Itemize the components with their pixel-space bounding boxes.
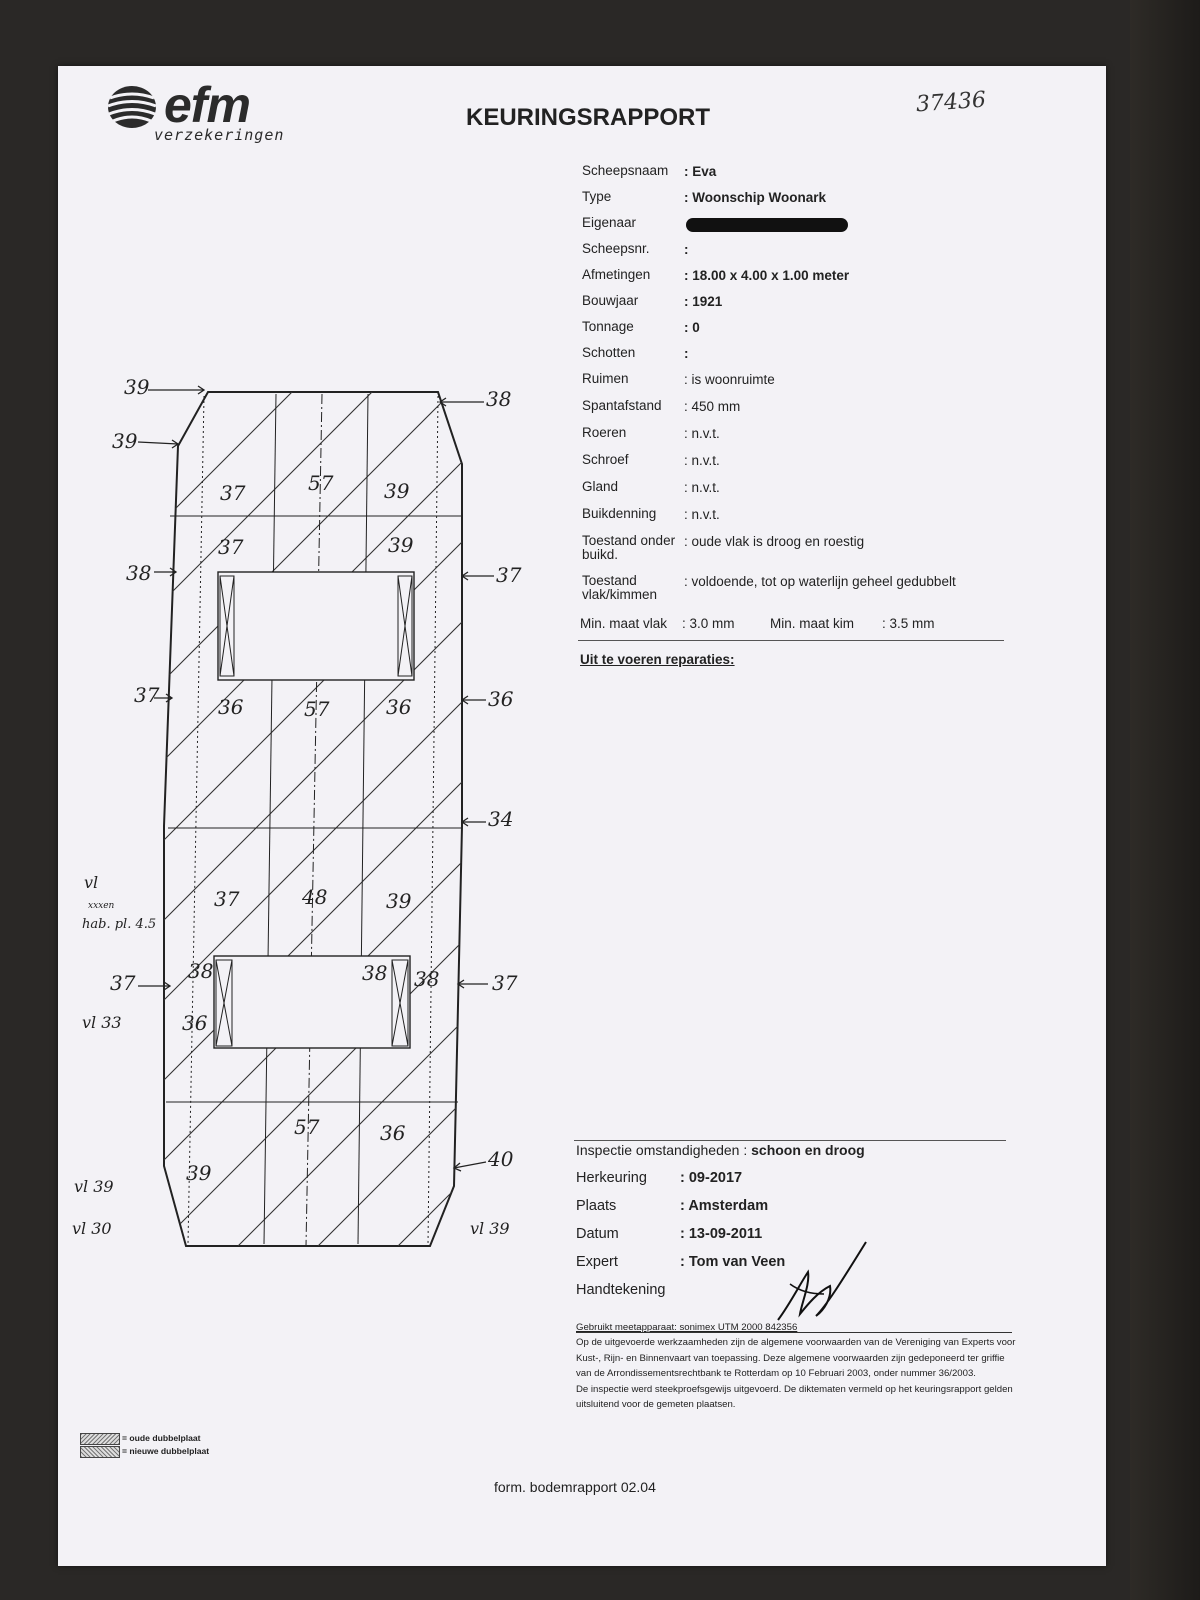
field-label: Toestand onder buikd.	[582, 533, 676, 562]
repairs-heading: Uit te voeren reparaties:	[580, 652, 735, 667]
measure-label: 57	[308, 471, 334, 495]
measure-label: 39	[124, 375, 150, 399]
field-value: : 0	[684, 320, 700, 335]
divider	[574, 1140, 1006, 1141]
page-title: KEURINGSRAPPORT	[466, 104, 711, 131]
field-label: Ruimen	[582, 371, 629, 386]
plate-legend	[80, 1432, 209, 1458]
field-value: : Woonschip Woonark	[684, 190, 827, 205]
field-value: : 18.00 x 4.00 x 1.00 meter	[684, 268, 850, 283]
measure-label: 37	[492, 971, 518, 995]
field-value: : Tom van Veen	[680, 1254, 786, 1270]
measure-label: 36	[488, 687, 514, 711]
field-label: Tonnage	[582, 319, 634, 334]
field-label: Bouwjaar	[582, 293, 639, 308]
note-label: hab. pl. 4.5	[82, 917, 157, 932]
measure-label: 36	[386, 695, 412, 719]
measure-label: 37	[134, 683, 160, 707]
divider	[578, 640, 1004, 641]
measure-label: 34	[488, 807, 514, 831]
field-value: : n.v.t.	[684, 480, 720, 495]
measure-label: 38	[188, 959, 214, 983]
field-label: Spantafstand	[582, 398, 662, 413]
background-frame	[1130, 0, 1200, 1600]
inspection-label: Inspectie omstandigheden :	[576, 1142, 748, 1158]
efm-logo-icon	[106, 84, 158, 130]
note-label: vl	[84, 873, 99, 892]
field-value: : Amsterdam	[680, 1198, 769, 1214]
field-label: Afmetingen	[582, 267, 651, 282]
inspection-value: schoon en droog	[751, 1142, 865, 1158]
note-label: xxxen	[88, 901, 115, 911]
field-label: Schotten	[582, 345, 636, 360]
field-label: Eigenaar	[582, 215, 637, 230]
field-value: :	[684, 242, 689, 257]
measure-label: 37	[220, 481, 246, 505]
field-value: : oude vlak is droog en roestig	[684, 534, 865, 549]
field-label: Herkeuring	[576, 1170, 647, 1186]
field-value: : n.v.t.	[684, 453, 720, 468]
field-value: : 09-2017	[680, 1170, 743, 1186]
measure-label: 39	[388, 533, 414, 557]
measure-label: 39	[386, 889, 412, 913]
min-kim-value: : 3.5 mm	[882, 616, 935, 631]
field-label: Plaats	[576, 1198, 617, 1214]
form-code: form. bodemrapport 02.04	[494, 1479, 656, 1495]
measure-label: 38	[362, 961, 388, 985]
note-label: vl 39	[470, 1219, 510, 1238]
hatching	[158, 366, 478, 1246]
terms-paragraph: Op de uitgevoerde werkzaamheden zijn de algemene voorwaarden van de Vereniging van Experts voor Kust-, Rijn- en Binnenvaart van toepassing. Deze algemene voorwaarden zijn gedeponeerd ter griffie van de Arrondissementsrechtbank te Rotterdam op 10 Februari 2003, onder nummer 36/2003.	[576, 1337, 1016, 1380]
measure-label: 39	[384, 479, 410, 503]
field-label: Type	[582, 189, 612, 204]
report-sheet	[58, 66, 1106, 1566]
measure-label: 40	[488, 1147, 514, 1171]
field-label: Scheepsnaam	[582, 163, 669, 178]
meetapparaat-text: Gebruikt meetapparaat: sonimex UTM 2000 842356	[576, 1322, 798, 1333]
field-label: Gland	[582, 479, 619, 494]
legend-item-new	[80, 1445, 209, 1458]
signature-image	[770, 1224, 880, 1334]
handwritten-number: 37436	[915, 87, 987, 118]
measure-label: 57	[304, 697, 330, 721]
field-label: Toestand vlak/kimmen	[582, 573, 658, 602]
field-value: : voldoende, tot op waterlijn geheel gedubbelt	[684, 574, 956, 589]
footer-terms	[576, 1320, 1022, 1412]
logo-word: efm	[164, 77, 250, 133]
measure-label: 37	[214, 887, 240, 911]
measure-label: 57	[294, 1115, 320, 1139]
note-label: vl 33	[82, 1013, 122, 1032]
measure-label: 39	[186, 1161, 212, 1185]
sketch-measurements	[110, 375, 522, 1185]
sketch-notes	[72, 873, 510, 1238]
measure-label: 38	[414, 967, 440, 991]
field-value: : 13-09-2011	[680, 1226, 763, 1242]
measure-label: 39	[112, 429, 138, 453]
measure-label: 36	[380, 1121, 406, 1145]
field-value: : n.v.t.	[684, 426, 720, 441]
field-value: : n.v.t.	[684, 507, 720, 522]
measure-label: 37	[496, 563, 522, 587]
field-value: :	[684, 346, 689, 361]
field-label: Scheepsnr.	[582, 241, 650, 256]
field-label: Roeren	[582, 425, 627, 440]
measure-label: 37	[218, 535, 244, 559]
field-value: : 1921	[684, 294, 723, 309]
field-label: Buikdenning	[582, 506, 657, 521]
field-value: : Eva	[684, 164, 717, 179]
measure-label: 48	[302, 885, 328, 909]
inspection-note: De inspectie werd steekproefsgewijs uitgevoerd. De diktematen vermeld op het keuringsrapport gelden uitsluitend voor de gemeten plaatsen.	[576, 1383, 1013, 1411]
field-label: Schroef	[582, 452, 629, 467]
legend-label: = nieuwe dubbelplaat	[122, 1446, 210, 1456]
note-label: vl 30	[72, 1219, 112, 1238]
legend-item-old	[80, 1432, 209, 1445]
note-label: vl 39	[74, 1177, 114, 1196]
field-value: : 450 mm	[684, 399, 741, 414]
hatch-swatch-new	[80, 1446, 120, 1458]
min-kim-label: Min. maat kim	[770, 616, 855, 631]
hull-sketch	[58, 366, 558, 1286]
field-label: Handtekening	[576, 1282, 666, 1298]
legend-label: = oude dubbelplaat	[122, 1433, 201, 1443]
hatch-swatch-old	[80, 1433, 120, 1445]
measure-label: 36	[182, 1011, 208, 1035]
logo-subtitle: verzekeringen	[154, 126, 285, 144]
efm-logo	[106, 77, 296, 152]
measure-label: 38	[486, 387, 512, 411]
measure-label: 36	[218, 695, 244, 719]
inspection-conditions	[576, 1142, 865, 1158]
measure-label: 38	[126, 561, 152, 585]
min-vlak-value: : 3.0 mm	[682, 616, 735, 631]
field-label: Datum	[576, 1226, 619, 1242]
measure-label: 37	[110, 971, 136, 995]
min-vlak-label: Min. maat vlak	[580, 616, 668, 631]
field-value: : is woonruimte	[684, 372, 775, 387]
redaction-bar	[686, 218, 848, 232]
field-label: Expert	[576, 1254, 618, 1270]
